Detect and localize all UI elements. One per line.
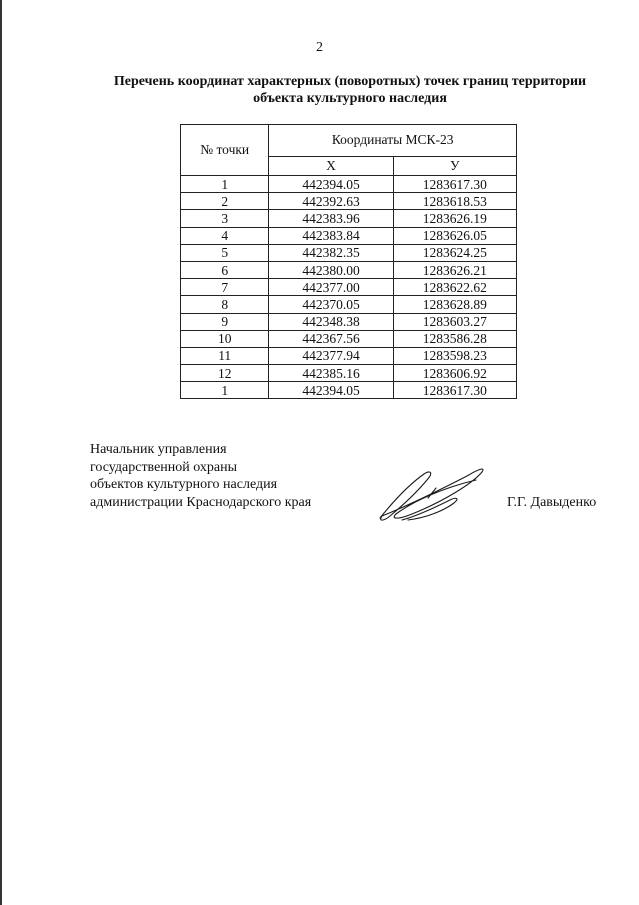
cell-y: 1283626.19 bbox=[393, 210, 516, 227]
cell-y: 1283626.21 bbox=[393, 261, 516, 278]
cell-y: 1283618.53 bbox=[393, 193, 516, 210]
cell-x: 442377.94 bbox=[269, 347, 393, 364]
cell-x: 442377.00 bbox=[269, 279, 393, 296]
cell-y: 1283586.28 bbox=[393, 330, 516, 347]
cell-x: 442383.84 bbox=[269, 227, 393, 244]
cell-point-number: 1 bbox=[181, 176, 269, 193]
cell-y: 1283603.27 bbox=[393, 313, 516, 330]
cell-y: 1283628.89 bbox=[393, 296, 516, 313]
cell-y: 1283617.30 bbox=[393, 176, 516, 193]
signer-position-line-2: государственной охраны bbox=[90, 459, 238, 475]
cell-point-number: 10 bbox=[181, 330, 269, 347]
table-row bbox=[181, 210, 517, 227]
table-row bbox=[181, 176, 517, 193]
signer-name: Г.Г. Давыденко bbox=[507, 495, 597, 510]
table-row bbox=[181, 382, 517, 399]
page-number: 2 bbox=[316, 40, 323, 55]
cell-x: 442394.05 bbox=[269, 176, 393, 193]
cell-x: 442394.05 bbox=[269, 382, 393, 399]
signer-position-line-4: администрации Краснодарского края bbox=[90, 494, 312, 510]
handwritten-signature-icon bbox=[372, 458, 492, 528]
header-y: У bbox=[393, 156, 516, 175]
table-row bbox=[181, 227, 517, 244]
document-title-line-1: Перечень координат характерных (поворотных) точек границ территории bbox=[113, 74, 587, 89]
table-row bbox=[181, 193, 517, 210]
table-row bbox=[181, 365, 517, 382]
cell-point-number: 9 bbox=[181, 313, 269, 330]
cell-point-number: 11 bbox=[181, 347, 269, 364]
table-row bbox=[181, 261, 517, 278]
signer-position-line-1: Начальник управления bbox=[90, 442, 227, 457]
table-row bbox=[181, 347, 517, 364]
cell-y: 1283606.92 bbox=[393, 365, 516, 382]
header-x: X bbox=[269, 156, 393, 175]
cell-x: 442367.56 bbox=[269, 330, 393, 347]
table-row bbox=[181, 244, 517, 261]
cell-point-number: 5 bbox=[181, 244, 269, 261]
table-row bbox=[181, 279, 517, 296]
cell-y: 1283624.25 bbox=[393, 244, 516, 261]
cell-point-number: 12 bbox=[181, 365, 269, 382]
table-row bbox=[181, 330, 517, 347]
coordinates-table bbox=[180, 124, 517, 399]
cell-point-number: 3 bbox=[181, 210, 269, 227]
cell-x: 442380.00 bbox=[269, 261, 393, 278]
document-title bbox=[60, 73, 639, 107]
cell-y: 1283598.23 bbox=[393, 347, 516, 364]
cell-point-number: 4 bbox=[181, 227, 269, 244]
signer-position-line-3: объектов культурного наследия bbox=[90, 477, 278, 492]
cell-x: 442392.63 bbox=[269, 193, 393, 210]
signer-position bbox=[90, 441, 311, 511]
cell-x: 442385.16 bbox=[269, 365, 393, 382]
table-row bbox=[181, 296, 517, 313]
cell-x: 442383.96 bbox=[269, 210, 393, 227]
cell-y: 1283626.05 bbox=[393, 227, 516, 244]
page-left-edge bbox=[0, 0, 2, 905]
cell-point-number: 1 bbox=[181, 382, 269, 399]
coordinates-table-body bbox=[181, 176, 517, 399]
header-point-number: № точки bbox=[181, 125, 269, 176]
table-row bbox=[181, 313, 517, 330]
cell-point-number: 7 bbox=[181, 279, 269, 296]
cell-y: 1283622.62 bbox=[393, 279, 516, 296]
cell-x: 442348.38 bbox=[269, 313, 393, 330]
cell-point-number: 8 bbox=[181, 296, 269, 313]
header-coordinates: Координаты МСК-23 bbox=[269, 125, 517, 157]
cell-point-number: 6 bbox=[181, 261, 269, 278]
cell-x: 442382.35 bbox=[269, 244, 393, 261]
document-title-line-2: объекта культурного наследия bbox=[253, 91, 447, 106]
cell-x: 442370.05 bbox=[269, 296, 393, 313]
cell-y: 1283617.30 bbox=[393, 382, 516, 399]
cell-point-number: 2 bbox=[181, 193, 269, 210]
